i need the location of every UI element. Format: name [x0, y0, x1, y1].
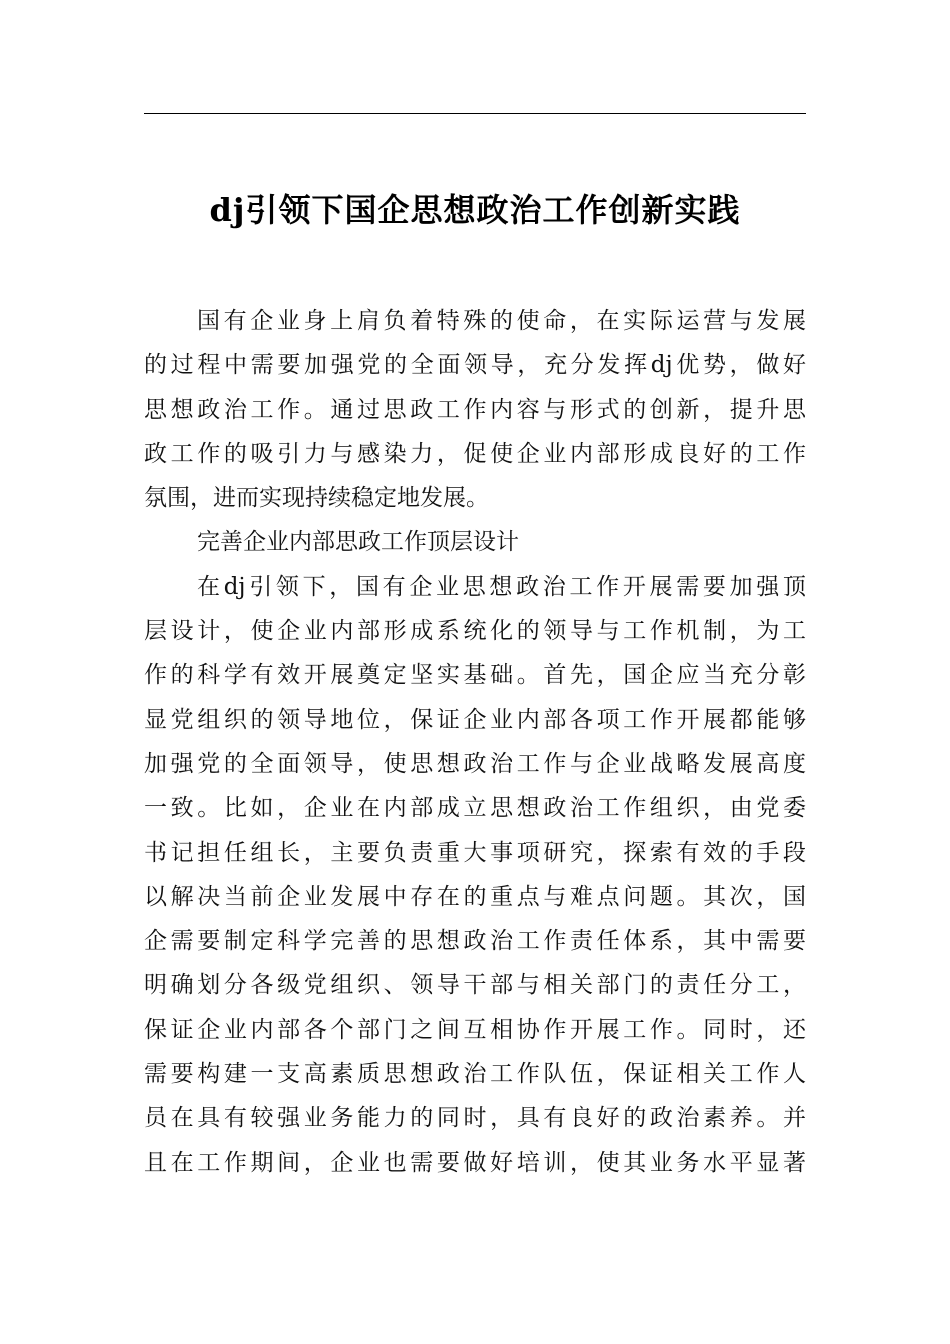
paragraph-line: 政工作的吸引力与感染力，促使企业内部形成良好的工作 — [144, 440, 806, 467]
paragraph-line: 企需要制定科学完善的思想政治工作责任体系，其中需要 — [144, 928, 806, 955]
header-rule — [144, 113, 806, 114]
paragraph-line: 氛围，进而实现持续稳定地发展。 — [144, 485, 489, 512]
paragraph-line: 加强党的全面领导，使思想政治工作与企业战略发展高度 — [144, 750, 806, 777]
paragraph-line: 一致。比如，企业在内部成立思想政治工作组织，由党委 — [144, 795, 806, 822]
paragraph-line: 明确划分各级党组织、领导干部与相关部门的责任分工， — [144, 972, 806, 999]
paragraph-line: 需要构建一支高素质思想政治工作队伍，保证相关工作人 — [144, 1061, 806, 1088]
paragraph-line: 且在工作期间，企业也需要做好培训，使其业务水平显著 — [144, 1149, 806, 1176]
paragraph-line: 员在具有较强业务能力的同时，具有良好的政治素养。并 — [144, 1105, 806, 1132]
paragraph-line: 作的科学有效开展奠定坚实基础。首先，国企应当充分彰 — [144, 662, 806, 689]
paragraph-line: 思想政治工作。通过思政工作内容与形式的创新，提升思 — [144, 396, 806, 423]
paragraph-line: 层设计，使企业内部形成系统化的领导与工作机制，为工 — [144, 618, 806, 645]
paragraph-line: 国有企业身上肩负着特殊的使命，在实际运营与发展 — [197, 308, 806, 334]
paragraph-line: 书记担任组长，主要负责重大事项研究，探索有效的手段 — [144, 839, 806, 866]
document-title: dj引领下国企思想政治工作创新实践 — [209, 191, 741, 229]
paragraph-line: 在dj引领下，国有企业思想政治工作开展需要加强顶 — [197, 573, 806, 600]
paragraph-line: 显党组织的领导地位，保证企业内部各项工作开展都能够 — [144, 706, 806, 733]
section-heading: 完善企业内部思政工作顶层设计 — [197, 529, 519, 556]
paragraph-line: 的过程中需要加强党的全面领导，充分发挥dj优势，做好 — [144, 352, 806, 379]
paragraph-line: 保证企业内部各个部门之间互相协作开展工作。同时，还 — [144, 1016, 806, 1043]
paragraph-line: 以解决当前企业发展中存在的重点与难点问题。其次，国 — [144, 883, 806, 910]
document-body — [144, 299, 806, 1185]
